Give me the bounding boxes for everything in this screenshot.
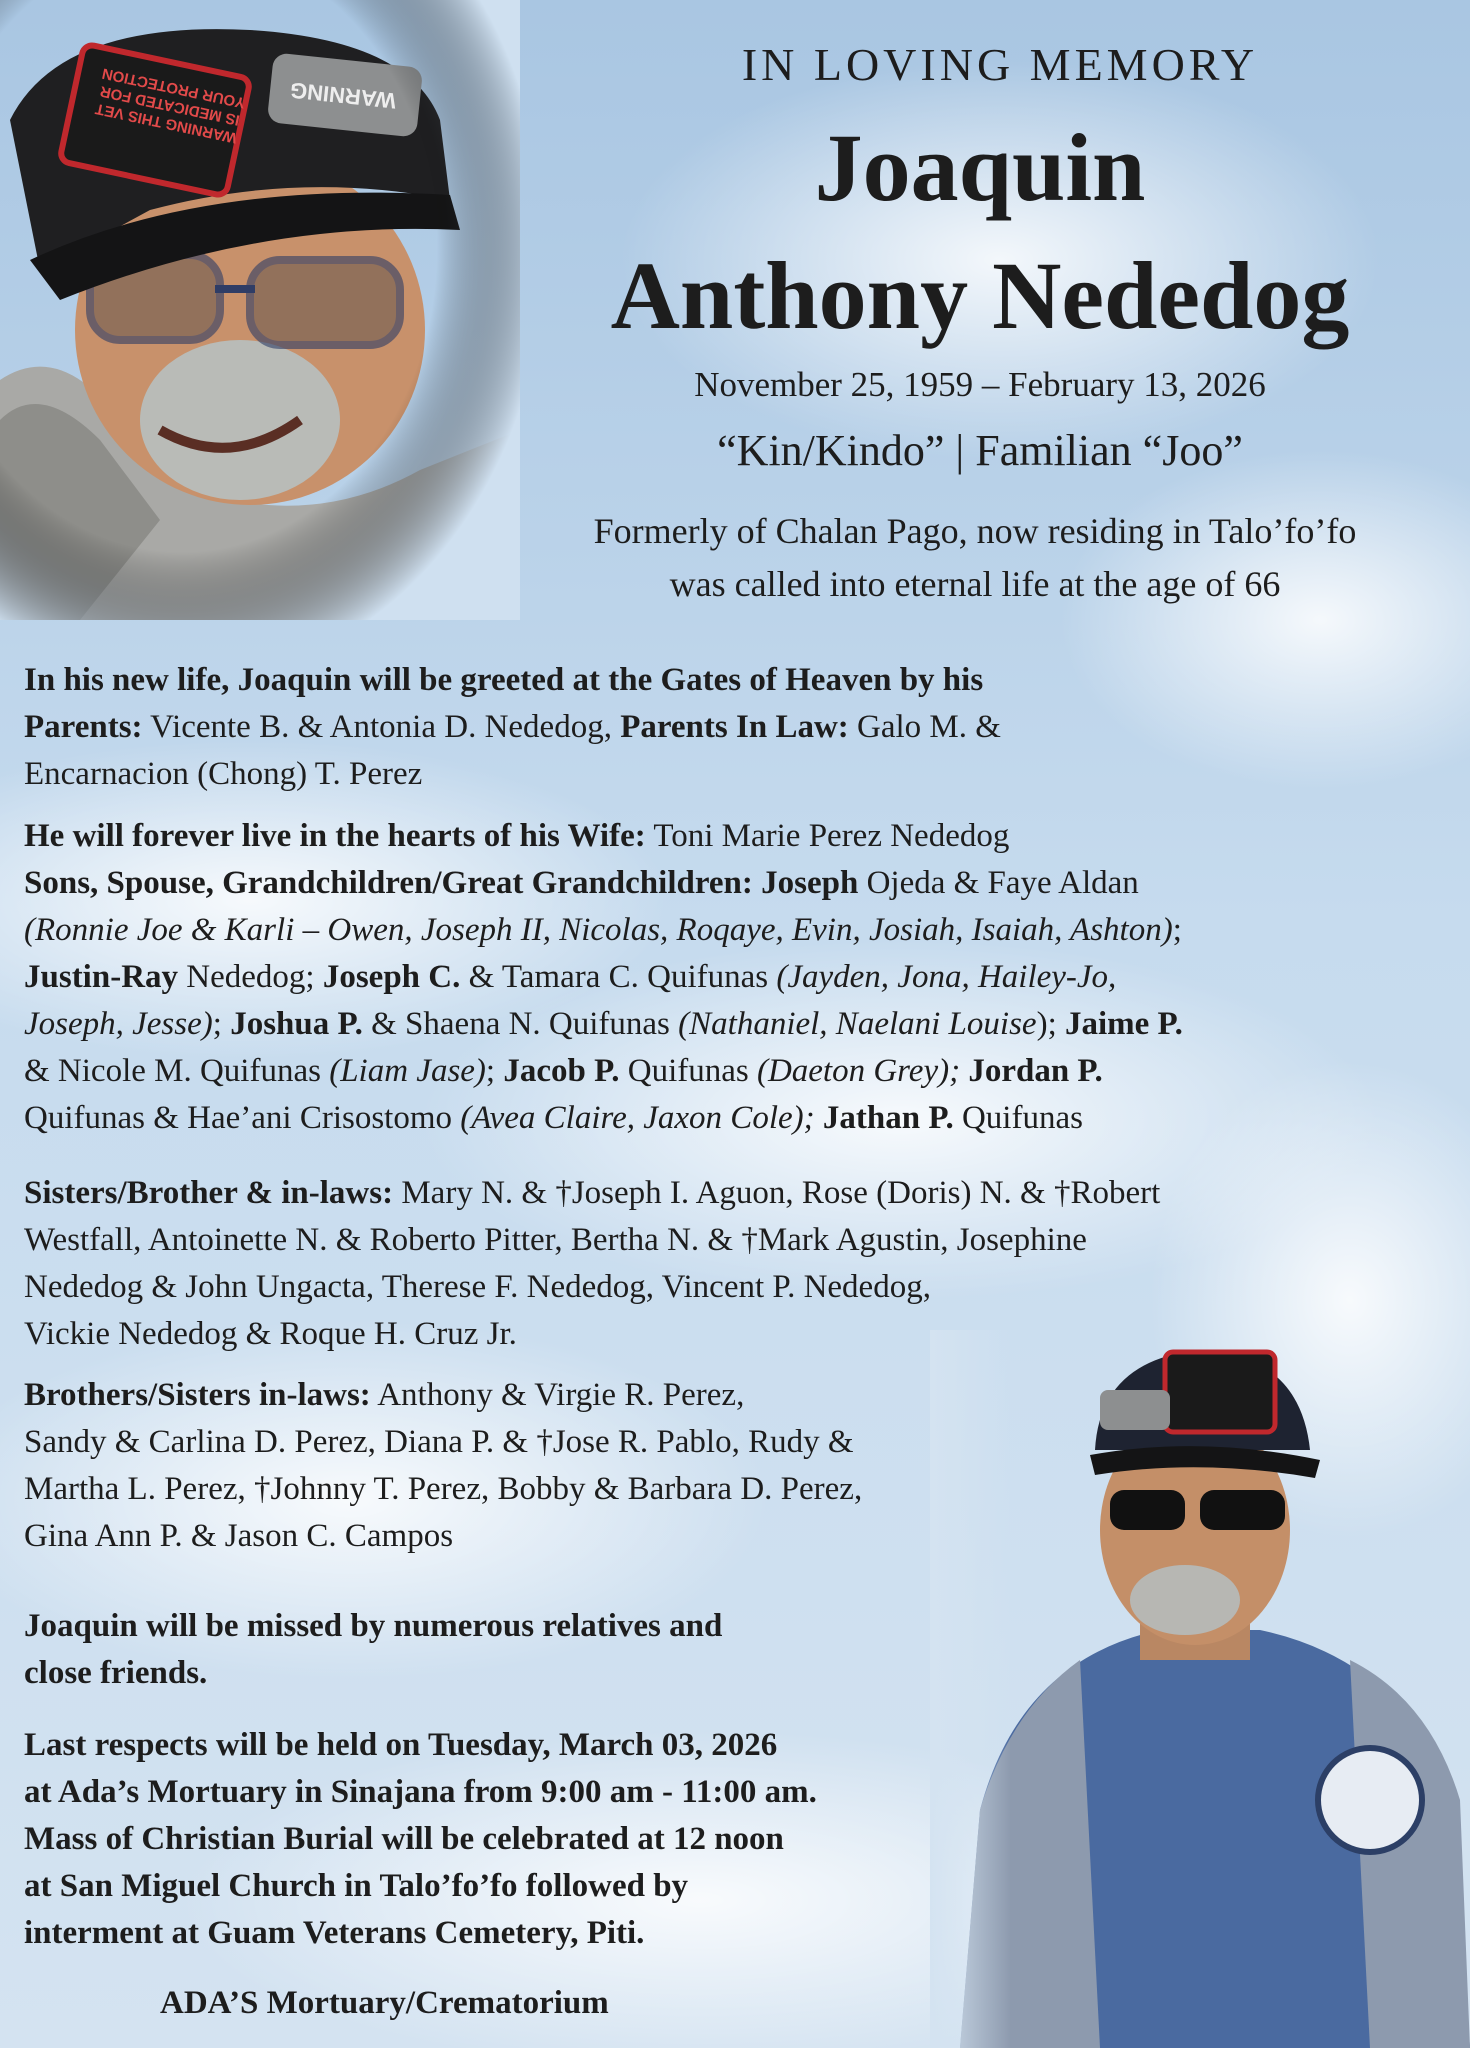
parents-names: Vicente B. & Antonia D. Nededog, <box>142 709 621 745</box>
wife-label: He will forever live in the hearts of his Wife: <box>24 818 646 854</box>
parents-label: Parents: <box>24 709 143 745</box>
parents-in-law-label: Parents In Law: <box>620 709 849 745</box>
in-laws-line-1: Anthony & Virgie R. Perez, <box>370 1377 745 1413</box>
services-line-3: Mass of Christian Burial will be celebrated at 12 noon <box>24 1821 784 1857</box>
son-5-name: Jaime P. <box>1065 1006 1183 1042</box>
greeting-intro: In his new life, Joaquin will be greeted at the Gates of Heaven by his <box>24 662 984 698</box>
son-6-children: (Daeton Grey); <box>756 1053 961 1089</box>
paragraph-family <box>24 813 1454 1142</box>
siblings-label: Sisters/Brother & in-laws: <box>24 1175 394 1211</box>
son-2-name: Justin-Ray <box>24 959 179 995</box>
son-4-children: (Nathaniel, Naelani Louise <box>678 1006 1037 1042</box>
son-5-spouse: & Nicole M. Quifunas <box>24 1053 330 1089</box>
son-1-children: (Ronnie Joe & Karli – Owen, Joseph II, Nicolas, Roqaye, Evin, Josiah, Isaiah, Ashton) <box>24 912 1173 948</box>
wife-name: Toni Marie Perez Nededog <box>645 818 1010 854</box>
services-line-5: interment at Guam Veterans Cemetery, Piti. <box>24 1915 645 1951</box>
missed-line-2: close friends. <box>24 1655 208 1691</box>
services-line-4: at San Miguel Church in Talo’fo’fo followed by <box>24 1868 689 1904</box>
paragraph-siblings <box>24 1170 1454 1358</box>
in-laws-line-3: Martha L. Perez, †Johnny T. Perez, Bobby & Barbara D. Perez, <box>24 1471 863 1507</box>
in-laws-line-4: Gina Ann P. & Jason C. Campos <box>24 1518 454 1554</box>
paragraph-services <box>24 1722 1024 1957</box>
in-laws-line-2: Sandy & Carlina D. Perez, Diana P. & †Jose R. Pablo, Rudy & <box>24 1424 854 1460</box>
son-2-rest: Nededog; <box>178 959 323 995</box>
paragraph-missed <box>24 1603 924 1697</box>
last-name: Anthony Nededog <box>610 242 1350 349</box>
separator: ; <box>1172 912 1182 948</box>
life-dates: November 25, 1959 – February 13, 2026 <box>694 365 1266 404</box>
son-7-children: (Avea Claire, Jaxon Cole); <box>460 1100 815 1136</box>
cap-patch-text: WARNING THIS VET IS MEDICATED FOR YOUR PROTECTION <box>93 64 247 147</box>
son-1-spouse: Ojeda & Faye Aldan <box>858 865 1139 901</box>
services-line-1: Last respects will be held on Tuesday, March 03, 2026 <box>24 1727 778 1763</box>
siblings-line-4: Vickie Nededog & Roque H. Cruz Jr. <box>24 1316 517 1352</box>
paragraph-in-laws <box>24 1372 1124 1560</box>
paragraph-parents <box>24 657 1444 798</box>
missed-line-1: Joaquin will be missed by numerous relatives and <box>24 1608 723 1644</box>
residence-line-1: Formerly of Chalan Pago, now residing in Talo’fo’fo <box>593 511 1357 551</box>
son-3-spouse: & Tamara C. Quifunas <box>460 959 777 995</box>
siblings-line-1: Mary N. & †Joseph I. Aguon, Rose (Doris) N. & †Robert <box>393 1175 1161 1211</box>
son-3-children-a: (Jayden, Jona, Hailey-Jo, <box>776 959 1117 995</box>
sons-label: Sons, Spouse, Grandchildren/Great Grandchildren: <box>24 865 753 901</box>
separator: ); <box>1036 1006 1065 1042</box>
siblings-line-2: Westfall, Antoinette N. & Roberto Pitter, Bertha N. & †Mark Agustin, Josephine <box>24 1222 1087 1258</box>
son-6-rest: Quifunas <box>619 1053 757 1089</box>
separator: ; <box>212 1006 231 1042</box>
son-1-name: Joseph <box>752 865 859 901</box>
nicknames: “Kin/Kindo” | Familian “Joo” <box>717 426 1243 475</box>
son-3-children-b: Joseph, Jesse) <box>24 1006 213 1042</box>
separator: ; <box>485 1053 504 1089</box>
services-line-2: at Ada’s Mortuary in Sinajana from 9:00 am - 11:00 am. <box>24 1774 817 1810</box>
son-6-name: Jacob P. <box>503 1053 620 1089</box>
parents-in-law-names-b: Encarnacion (Chong) T. Perez <box>24 756 423 792</box>
cap-side-text: WARNING <box>288 77 398 114</box>
son-4-name: Joshua P. <box>230 1006 363 1042</box>
son-3-name: Joseph C. <box>322 959 461 995</box>
son-7-spouse: Quifunas & Hae’ani Crisostomo <box>24 1100 461 1136</box>
in-laws-label: Brothers/Sisters in-laws: <box>24 1377 371 1413</box>
kicker-heading: IN LOVING MEMORY <box>741 39 1259 90</box>
first-name: Joaquin <box>814 114 1146 221</box>
son-8-rest: Quifunas <box>953 1100 1083 1136</box>
siblings-line-3: Nededog & John Ungacta, Therese F. Nededog, Vincent P. Nededog, <box>24 1269 931 1305</box>
son-5-children: (Liam Jase) <box>329 1053 486 1089</box>
mortuary-footer: ADA’S Mortuary/Crematorium <box>160 1985 609 2021</box>
son-4-spouse: & Shaena N. Quifunas <box>362 1006 679 1042</box>
residence-line-2: was called into eternal life at the age of 66 <box>669 564 1281 604</box>
son-8-name: Jathan P. <box>814 1100 954 1136</box>
son-7-name: Jordan P. <box>960 1053 1103 1089</box>
portrait-photo <box>0 0 520 620</box>
parents-in-law-names-a: Galo M. & <box>848 709 1001 745</box>
